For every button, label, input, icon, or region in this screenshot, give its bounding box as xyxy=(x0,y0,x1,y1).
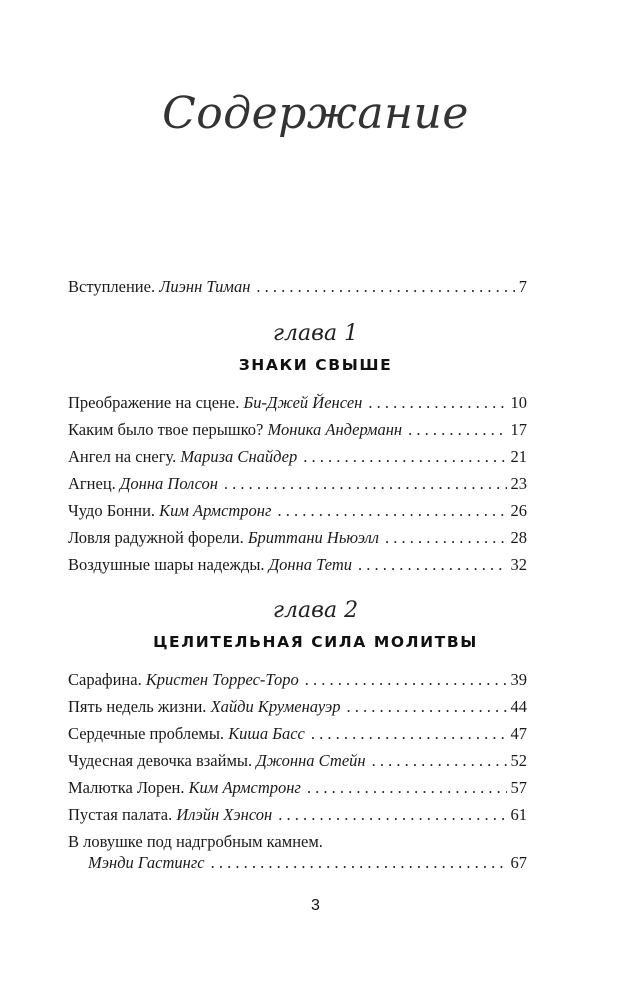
entry-page: 47 xyxy=(510,724,527,743)
toc-entry[interactable] xyxy=(68,528,527,548)
entry-page: 10 xyxy=(510,393,527,412)
entry-author: Кристен Торрес-Торо xyxy=(145,670,299,689)
toc-entry[interactable] xyxy=(68,393,527,413)
entry-author: Мэнди Гастингс xyxy=(88,853,205,872)
dot-leader xyxy=(358,555,506,575)
dot-leader xyxy=(224,474,507,494)
entry-title: Преображение на сцене. xyxy=(68,393,240,412)
entry-author: Би-Джей Йенсен xyxy=(243,393,363,412)
chapter-1-label: глава 1 xyxy=(272,321,359,346)
toc-entry[interactable] xyxy=(68,670,527,690)
entry-title: Малютка Лорен. xyxy=(68,778,185,797)
entry-title: Сарафина. xyxy=(68,670,142,689)
entry-page: 21 xyxy=(510,447,527,466)
toc-entry[interactable] xyxy=(68,474,527,494)
entry-author: Хайди Круменауэр xyxy=(210,697,341,716)
entry-page: 23 xyxy=(510,474,527,493)
dot-leader xyxy=(278,805,506,825)
dot-leader xyxy=(305,670,507,690)
entry-title: Пять недель жизни. xyxy=(68,697,207,716)
entry-page: 61 xyxy=(510,805,527,824)
toc-entry[interactable] xyxy=(68,447,527,467)
dot-leader xyxy=(372,751,507,771)
toc-entry-intro[interactable] xyxy=(68,277,527,297)
entry-page: 57 xyxy=(510,778,527,797)
entry-author: Ким Армстронг xyxy=(159,501,272,520)
toc-entry-author-line[interactable] xyxy=(88,853,527,873)
entry-page: 44 xyxy=(510,697,527,716)
toc-entry[interactable] xyxy=(68,420,527,440)
entry-author: Бриттани Ньюэлл xyxy=(247,528,379,547)
entry-title: Каким было твое перышко? xyxy=(68,420,264,439)
entry-author: Джонна Стейн xyxy=(256,751,366,770)
entry-title: Пустая палата. xyxy=(68,805,173,824)
entry-page: 52 xyxy=(510,751,527,770)
entry-author: Киша Басс xyxy=(228,724,305,743)
dot-leader xyxy=(368,393,506,413)
dot-leader xyxy=(408,420,506,440)
entry-title: Чудесная девочка взаймы. xyxy=(68,751,253,770)
toc-entry[interactable] xyxy=(68,778,527,798)
entry-author: Илэйн Хэнсон xyxy=(176,805,273,824)
entry-page: 7 xyxy=(518,277,527,296)
page-title: Содержание xyxy=(162,88,469,139)
entry-page: 67 xyxy=(510,853,527,872)
entry-title: Агнец. xyxy=(68,474,116,493)
toc-entry[interactable] xyxy=(68,724,527,744)
chapter-2-label: глава 2 xyxy=(272,598,359,623)
entry-author: Лиэнн Тиман xyxy=(159,277,251,296)
dot-leader xyxy=(307,778,507,798)
toc-entry[interactable] xyxy=(68,555,527,575)
dot-leader xyxy=(346,697,506,717)
entry-page: 28 xyxy=(510,528,527,547)
dot-leader xyxy=(385,528,507,548)
toc-entry[interactable] xyxy=(68,697,527,717)
dot-leader xyxy=(211,853,507,873)
entry-title: Вступление. xyxy=(68,277,156,296)
entry-title: Ангел на снегу. xyxy=(68,447,177,466)
entry-title: Чудо Бонни. xyxy=(68,501,156,520)
entry-title: Сердечные проблемы. xyxy=(68,724,225,743)
toc-entry[interactable] xyxy=(68,501,527,521)
dot-leader xyxy=(311,724,507,744)
page-number: 3 xyxy=(311,897,320,914)
entry-author: Донна Тети xyxy=(268,555,353,574)
toc-entry[interactable] xyxy=(68,751,527,771)
chapter-2-name: ЦЕЛИТЕЛЬНАЯ СИЛА МОЛИТВЫ xyxy=(153,633,478,651)
toc-entry[interactable] xyxy=(68,805,527,825)
entry-title: Воздушные шары надежды. xyxy=(68,555,265,574)
dot-leader xyxy=(277,501,506,521)
entry-author: Моника Андерманн xyxy=(267,420,403,439)
chapter-1-name: ЗНАКИ СВЫШЕ xyxy=(238,356,393,374)
entry-page: 26 xyxy=(510,501,527,520)
entry-page: 17 xyxy=(510,420,527,439)
entry-page: 32 xyxy=(510,555,527,574)
entry-author: Донна Полсон xyxy=(119,474,218,493)
dot-leader xyxy=(256,277,514,297)
entry-author: Мариза Снайдер xyxy=(180,447,298,466)
entry-author: Ким Армстронг xyxy=(188,778,301,797)
entry-title: Ловля радужной форели. xyxy=(68,528,244,547)
entry-page: 39 xyxy=(510,670,527,689)
dot-leader xyxy=(303,447,506,467)
toc-entry-title-line[interactable]: В ловушке под надгробным камнем. xyxy=(68,832,323,851)
